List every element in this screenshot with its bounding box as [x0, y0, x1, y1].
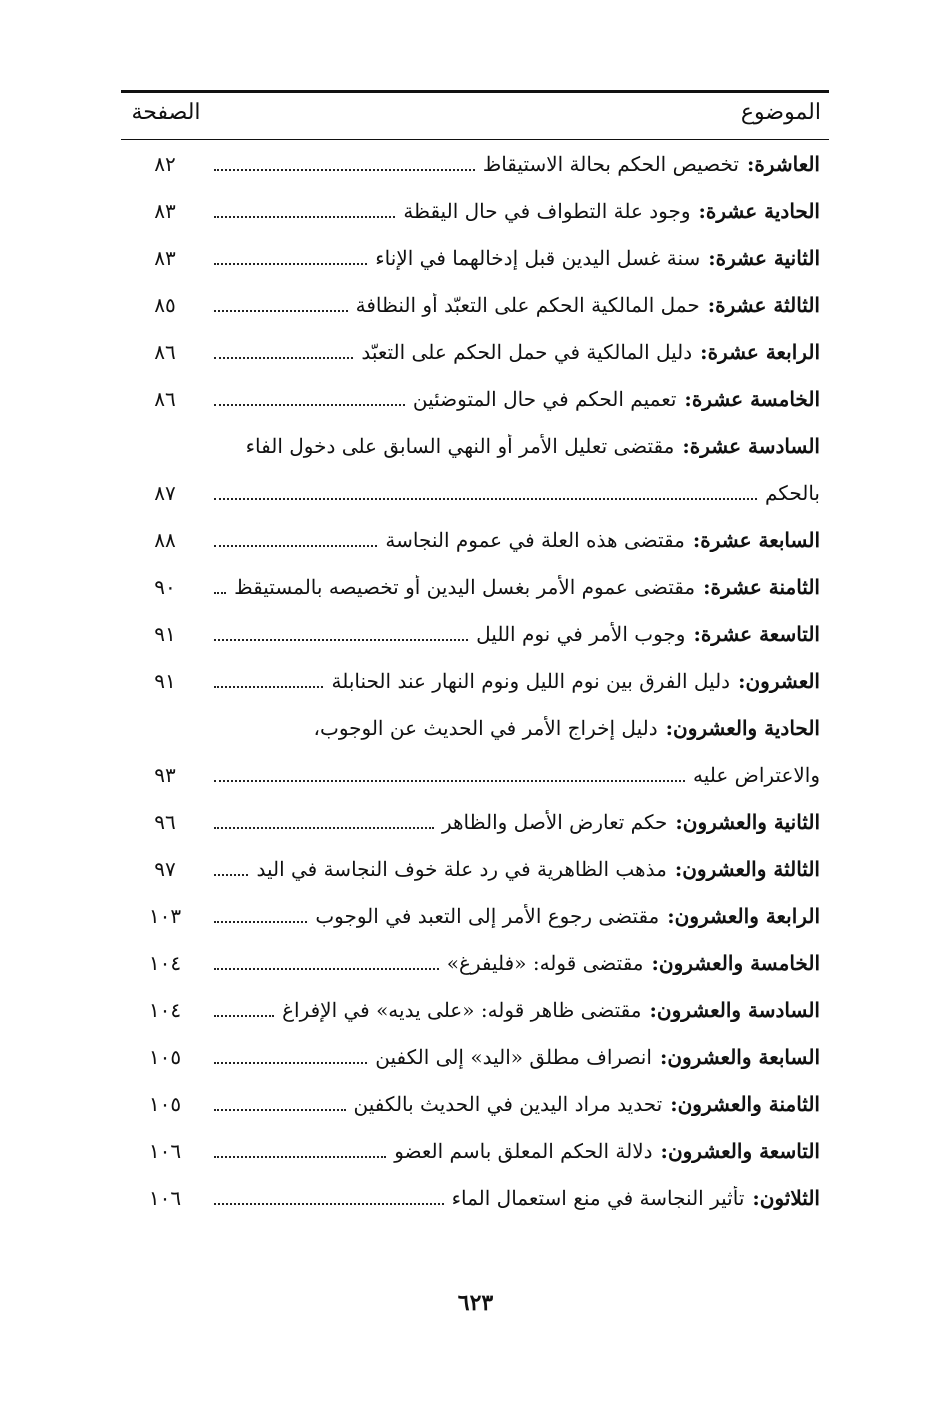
toc-entry-text	[200, 340, 820, 364]
toc-entry	[130, 1033, 820, 1080]
table-header	[121, 96, 821, 136]
toc-entry-colon: :	[703, 574, 711, 599]
toc-entry-label: السابعة والعشرون	[667, 1044, 820, 1069]
toc-entry	[130, 845, 820, 892]
toc-entry	[130, 751, 820, 798]
toc-entry-label: الخامسة عشرة	[691, 386, 820, 411]
toc-entry-label: الخامسة والعشرون	[658, 950, 820, 975]
toc-entry	[130, 892, 820, 939]
dot-leader	[214, 639, 468, 641]
toc-entry	[130, 563, 820, 610]
toc-entry-title: دليل المالكية في حمل الحكم على التعبّد	[361, 339, 693, 364]
dot-leader	[214, 1203, 444, 1205]
toc-entry-page: ١٠٦	[148, 1138, 182, 1163]
toc-entry-label: الحادية والعشرون	[673, 715, 820, 740]
dot-leader	[214, 1062, 367, 1064]
toc-entry	[130, 1127, 820, 1174]
toc-entry-title: وجوب الأمر في نوم الليل	[476, 621, 686, 646]
toc-entry-page: ١٠٤	[148, 997, 182, 1022]
toc-entry-page: ١٠٥	[148, 1044, 182, 1069]
dot-leader	[214, 827, 434, 829]
toc-entry-page: ٨٥	[154, 292, 176, 317]
toc-entry-title: مقتضى ظاهر قوله: «على يديه» في الإفراغ	[282, 997, 642, 1022]
dot-leader	[214, 780, 685, 782]
toc-entry-label: الحادية عشرة	[705, 198, 820, 223]
toc-entry-title: والاعتراض عليه	[692, 762, 820, 787]
toc-entry-colon: :	[700, 339, 708, 364]
toc-entry-page: ٩١	[154, 621, 176, 646]
dot-leader	[214, 310, 348, 312]
toc-entry-colon: :	[693, 621, 701, 646]
toc-entry-page: ١٠٦	[148, 1185, 182, 1210]
toc-entry-text	[200, 763, 820, 787]
dot-leader	[214, 357, 353, 359]
toc-entry-colon: :	[752, 1185, 760, 1210]
toc-entry-text	[200, 575, 820, 599]
toc-entry-colon: :	[651, 950, 659, 975]
toc-entry-page: ٩١	[154, 668, 176, 693]
toc-entry-text	[200, 434, 820, 458]
toc-entry-colon: :	[660, 1138, 668, 1163]
toc-entry-title: مقتضى رجوع الأمر إلى التعبد في الوجوب	[315, 903, 660, 928]
toc-entry-label: الرابعة عشرة	[707, 339, 820, 364]
top-rule	[121, 90, 829, 93]
toc-entry-page: ٩٣	[154, 762, 176, 787]
toc-entry-page: ٨٦	[154, 386, 176, 411]
toc-entry-title: حكم تعارض الأصل والظاهر	[441, 809, 668, 834]
toc-entry	[130, 798, 820, 845]
toc-entry-page: ٩٠	[154, 574, 176, 599]
dot-leader	[214, 498, 757, 500]
toc-entry-text	[200, 152, 820, 176]
toc-entry-text	[200, 1186, 820, 1210]
toc-entry-title: تخصيص الحكم بحالة الاستيقاظ	[482, 151, 739, 176]
toc-entry-label: التاسعة والعشرون	[667, 1138, 820, 1163]
toc-entry-page: ٨٣	[154, 245, 176, 270]
toc-entry	[130, 422, 820, 469]
toc-entry-colon: :	[746, 151, 755, 176]
toc-entry	[130, 1174, 820, 1221]
toc-entry-colon: :	[692, 527, 701, 552]
toc-entry	[130, 375, 820, 422]
toc-entry-text	[200, 387, 820, 411]
toc-entry-label: السابعة عشرة	[700, 527, 820, 552]
toc-entry	[130, 234, 820, 281]
toc-entry-label: السادسة عشرة	[689, 433, 820, 458]
header-page: الصفحة	[131, 100, 201, 125]
toc-entry-title: سنة غسل اليدين قبل إدخالهما في الإناء	[375, 245, 701, 270]
toc-entry-colon: :	[698, 198, 706, 223]
toc-entry-text	[200, 293, 820, 317]
toc-entry-title: دليل إخراج الأمر في الحديث عن الوجوب،	[313, 715, 658, 740]
toc-entry	[130, 469, 820, 516]
dot-leader	[214, 169, 475, 171]
toc-entry-page: ٨٢	[154, 151, 176, 176]
toc-entry-page: ١٠٥	[148, 1091, 182, 1116]
toc-entry-text	[200, 810, 820, 834]
toc-entry	[130, 516, 820, 563]
toc-entry-label: الثالثة عشرة	[715, 292, 820, 317]
toc-entry-label: السادسة والعشرون	[656, 997, 820, 1022]
toc-entry-colon: :	[708, 245, 716, 270]
toc-entry-colon: :	[675, 809, 683, 834]
toc-entry-text	[200, 951, 820, 975]
toc-entry-colon: :	[738, 668, 746, 693]
toc-entry-colon: :	[682, 433, 690, 458]
toc-entry-page: ١٠٣	[148, 903, 182, 928]
toc-entry-text	[200, 857, 820, 881]
toc-entry-colon: :	[667, 903, 675, 928]
toc-entry	[130, 657, 820, 704]
toc-entry-title: حمل المالكية الحكم على التعبّد أو النظافة	[355, 292, 700, 317]
toc-entry-title: بالحكم	[764, 480, 820, 505]
toc-entry-page: ٨٦	[154, 339, 176, 364]
toc-entry-label: الثالثة والعشرون	[682, 856, 820, 881]
toc-entry-colon: :	[665, 715, 673, 740]
toc-entry-text	[200, 998, 820, 1022]
dot-leader	[214, 545, 377, 547]
toc-entry-label: التاسعة عشرة	[700, 621, 820, 646]
toc-entry-title: مقتضى قوله: «فليفرغ»	[446, 950, 644, 975]
toc-entry-title: مذهب الظاهرية في رد علة خوف النجاسة في اليد	[256, 856, 667, 881]
toc-entry	[130, 1080, 820, 1127]
toc-entry-page: ٨٨	[154, 527, 176, 552]
toc-entry-title: مقتضى عموم الأمر بغسل اليدين أو تخصيصه بالمستيقظ	[234, 574, 696, 599]
toc-entry	[130, 140, 820, 187]
dot-leader	[214, 263, 367, 265]
dot-leader	[214, 216, 395, 218]
toc-entry	[130, 281, 820, 328]
toc-entry	[130, 610, 820, 657]
toc-entry-title: تعميم الحكم في حال المتوضئين	[412, 386, 677, 411]
toc-entry-title: دليل الفرق بين نوم الليل ونوم النهار عند الحنابلة	[331, 668, 731, 693]
dot-leader	[214, 921, 307, 923]
toc-entry-title: تحديد مراد اليدين في الحديث بالكفين	[353, 1091, 663, 1116]
header-topic: الموضوع	[740, 100, 821, 125]
toc-entry-text	[200, 622, 820, 646]
toc-list	[130, 140, 820, 1221]
toc-entry-page: ١٠٤	[148, 950, 182, 975]
dot-leader	[214, 686, 323, 688]
toc-entry-text	[200, 669, 820, 693]
toc-entry-text	[200, 1139, 820, 1163]
toc-entry	[130, 187, 820, 234]
toc-entry-text	[200, 904, 820, 928]
toc-entry-title: دلالة الحكم المعلق باسم العضو	[394, 1138, 653, 1163]
dot-leader	[214, 1156, 386, 1158]
toc-entry-text	[200, 246, 820, 270]
dot-leader	[214, 592, 226, 594]
toc-entry-page: ٩٧	[154, 856, 176, 881]
toc-entry	[130, 704, 820, 751]
toc-entry-text	[200, 1045, 820, 1069]
toc-entry-text	[200, 1092, 820, 1116]
toc-entry-page: ٨٣	[154, 198, 176, 223]
toc-entry-colon: :	[684, 386, 692, 411]
toc-entry-label: الرابعة والعشرون	[674, 903, 820, 928]
toc-entry-label: الثانية والعشرون	[682, 809, 820, 834]
page-number: ٦٢٣	[457, 1290, 494, 1316]
toc-entry-title: تأثير النجاسة في منع استعمال الماء	[451, 1185, 745, 1210]
dot-leader	[214, 1109, 346, 1111]
toc-entry	[130, 986, 820, 1033]
toc-entry-colon: :	[659, 1044, 668, 1069]
toc-entry-colon: :	[670, 1091, 678, 1116]
toc-entry-label: الثلاثون	[759, 1185, 820, 1210]
toc-entry-colon: :	[649, 997, 657, 1022]
dot-leader	[214, 874, 248, 876]
dot-leader	[214, 404, 405, 406]
toc-entry-title: انصراف مطلق «اليد» إلى الكفين	[375, 1044, 652, 1069]
toc-entry-label: الثامنة عشرة	[710, 574, 820, 599]
toc-entry-text	[200, 528, 820, 552]
toc-entry-text	[200, 199, 820, 223]
toc-entry-title: مقتضى تعليل الأمر أو النهي السابق على دخول الفاء	[245, 433, 675, 458]
toc-entry-label: الثامنة والعشرون	[677, 1091, 820, 1116]
toc-entry-colon: :	[674, 856, 683, 881]
toc-entry-title: وجود علة التطواف في حال اليقظة	[403, 198, 691, 223]
toc-entry-text	[200, 481, 820, 505]
toc-entry-page: ٨٧	[154, 480, 176, 505]
toc-entry-label: الثانية عشرة	[715, 245, 820, 270]
toc-entry-page: ٩٦	[154, 809, 176, 834]
toc-entry	[130, 939, 820, 986]
dot-leader	[214, 968, 439, 970]
toc-entry-text	[200, 716, 820, 740]
toc-entry-colon: :	[707, 292, 716, 317]
toc-entry-label: العاشرة	[754, 151, 820, 176]
toc-entry	[130, 328, 820, 375]
toc-entry-label: العشرون	[745, 668, 820, 693]
toc-entry-title: مقتضى هذه العلة في عموم النجاسة	[385, 527, 685, 552]
dot-leader	[214, 1015, 274, 1017]
